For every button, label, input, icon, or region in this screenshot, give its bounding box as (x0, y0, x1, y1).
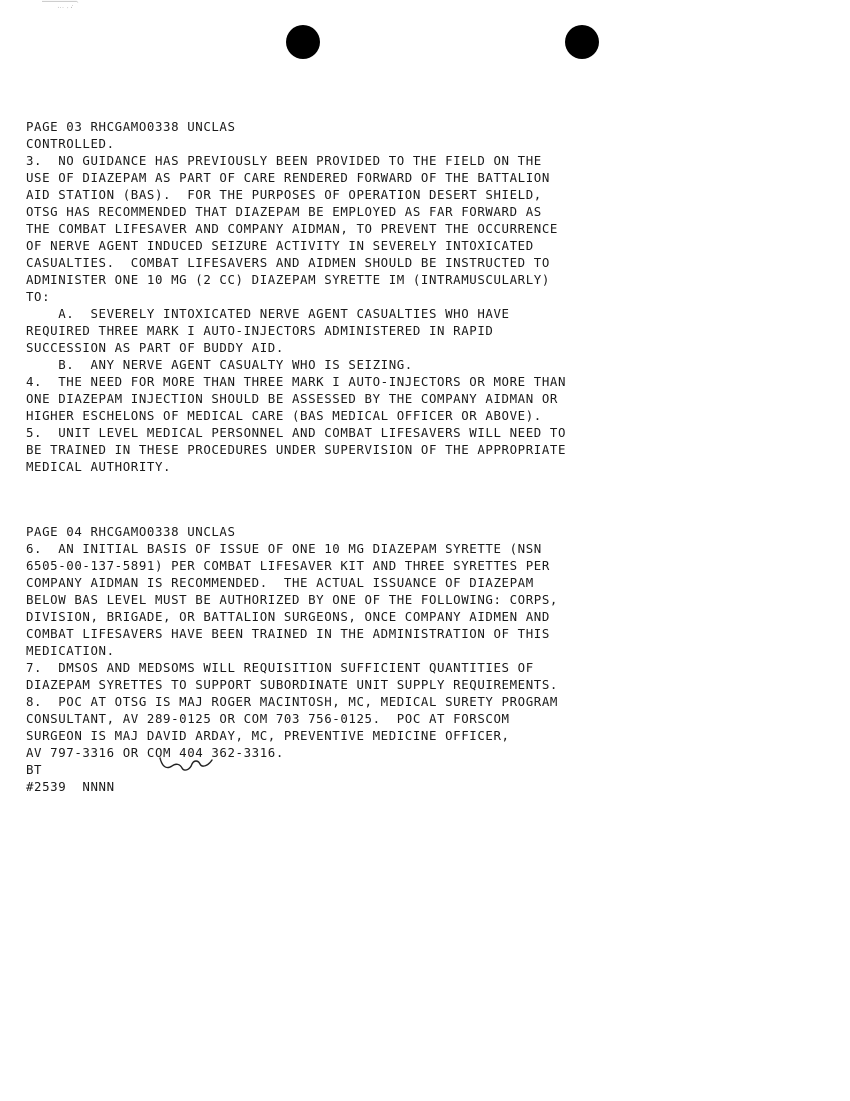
page-03-line: 5. UNIT LEVEL MEDICAL PERSONNEL AND COMBAT LIFESAVERS WILL NEED TO (26, 425, 567, 440)
page-04-line: DIAZEPAM SYRETTES TO SUPPORT SUBORDINATE UNIT SUPPLY REQUIREMENTS. (26, 677, 558, 692)
page-03-line: ADMINISTER ONE 10 MG (2 CC) DIAZEPAM SYRETTE IM (INTRAMUSCULARLY) (26, 272, 550, 287)
page-04-line: COMPANY AIDMAN IS RECOMMENDED. THE ACTUAL ISSUANCE OF DIAZEPAM (26, 575, 534, 590)
page-04-line: 6. AN INITIAL BASIS OF ISSUE OF ONE 10 MG DIAZEPAM SYRETTE (NSN (26, 541, 542, 556)
page-04-line: 7. DMSOS AND MEDSOMS WILL REQUISITION SUFFICIENT QUANTITIES OF (26, 660, 534, 675)
page-03-line: 3. NO GUIDANCE HAS PREVIOUSLY BEEN PROVIDED TO THE FIELD ON THE (26, 153, 542, 168)
page-04-line: 8. POC AT OTSG IS MAJ ROGER MACINTOSH, MC, MEDICAL SURETY PROGRAM (26, 694, 558, 709)
page-03-line: B. ANY NERVE AGENT CASUALTY WHO IS SEIZING. (26, 357, 413, 372)
page-03-line: CONTROLLED. (26, 136, 115, 151)
page-03-line: MEDICAL AUTHORITY. (26, 459, 172, 474)
page-04-line: BELOW BAS LEVEL MUST BE AUTHORIZED BY ONE OF THE FOLLOWING: CORPS, (26, 592, 558, 607)
page-04-line: #2539 NNNN (26, 779, 115, 794)
page-03-line: A. SEVERELY INTOXICATED NERVE AGENT CASUALTIES WHO HAVE (26, 306, 510, 321)
page-03-line: OF NERVE AGENT INDUCED SEIZURE ACTIVITY IN SEVERELY INTOXICATED (26, 238, 534, 253)
punch-hole-left (286, 25, 320, 59)
handwritten-initials (156, 752, 216, 774)
page-03-line: CASUALTIES. COMBAT LIFESAVERS AND AIDMEN SHOULD BE INSTRUCTED TO (26, 255, 550, 270)
message-page-03-text (26, 118, 566, 475)
page-03-line: REQUIRED THREE MARK I AUTO-INJECTORS ADMINISTERED IN RAPID (26, 323, 494, 338)
page-03-line: ONE DIAZEPAM INJECTION SHOULD BE ASSESSED BY THE COMPANY AIDMAN OR (26, 391, 558, 406)
page-03-line: 4. THE NEED FOR MORE THAN THREE MARK I AUTO-INJECTORS OR MORE THAN (26, 374, 567, 389)
page-04-line: AV 797-3316 OR COM 404 362-3316. (26, 745, 284, 760)
page-04-line: COMBAT LIFESAVERS HAVE BEEN TRAINED IN THE ADMINISTRATION OF THIS (26, 626, 550, 641)
page-03-line: HIGHER ESCHELONS OF MEDICAL CARE (BAS MEDICAL OFFICER OR ABOVE). (26, 408, 542, 423)
page-03-line: OTSG HAS RECOMMENDED THAT DIAZEPAM BE EMPLOYED AS FAR FORWARD AS (26, 204, 542, 219)
page-04-line: CONSULTANT, AV 289-0125 OR COM 703 756-0125. POC AT FORSCOM (26, 711, 510, 726)
scan-artifact-mark (0, 0, 120, 12)
page-04-line: PAGE 04 RHCGAMO0338 UNCLAS (26, 524, 236, 539)
page-03-line: USE OF DIAZEPAM AS PART OF CARE RENDERED FORWARD OF THE BATTALION (26, 170, 550, 185)
page-03-line: PAGE 03 RHCGAMO0338 UNCLAS (26, 119, 236, 134)
page-03-line: TO: (26, 289, 51, 304)
page-04-line: 6505-00-137-5891) PER COMBAT LIFESAVER KIT AND THREE SYRETTES PER (26, 558, 550, 573)
page-03-line: THE COMBAT LIFESAVER AND COMPANY AIDMAN, TO PREVENT THE OCCURRENCE (26, 221, 558, 236)
punch-hole-right (565, 25, 599, 59)
page-03-line: SUCCESSION AS PART OF BUDDY AID. (26, 340, 284, 355)
page-04-line: BT (26, 762, 43, 777)
page-04-line: SURGEON IS MAJ DAVID ARDAY, MC, PREVENTIVE MEDICINE OFFICER, (26, 728, 510, 743)
page-04-line: MEDICATION. (26, 643, 115, 658)
page-03-line: AID STATION (BAS). FOR THE PURPOSES OF OPERATION DESERT SHIELD, (26, 187, 542, 202)
message-page-04-text (26, 523, 558, 795)
page-03-line: BE TRAINED IN THESE PROCEDURES UNDER SUPERVISION OF THE APPROPRIATE (26, 442, 567, 457)
page-04-line: DIVISION, BRIGADE, OR BATTALION SURGEONS, ONCE COMPANY AIDMEN AND (26, 609, 550, 624)
